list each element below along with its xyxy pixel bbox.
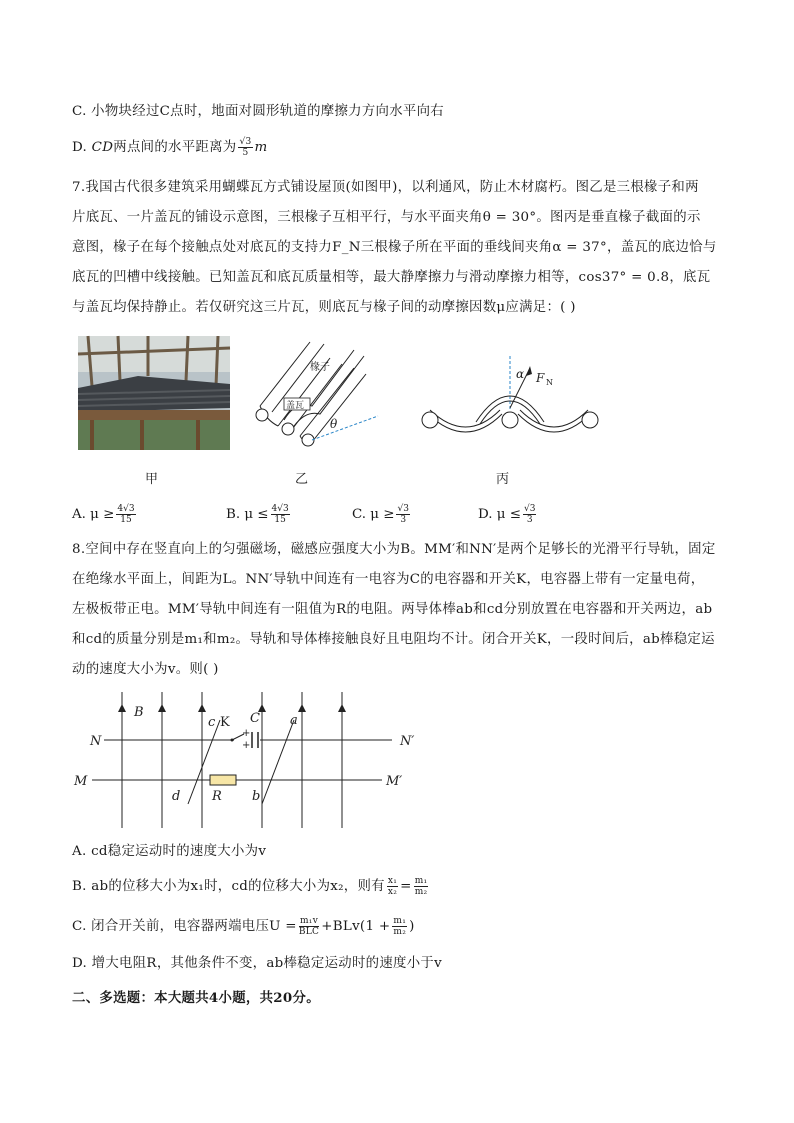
q6-option-d [72, 137, 722, 158]
q7-option-a: A. μ ≥ $\frac{4√3}{15}$ [72, 504, 135, 525]
label-n-prime: N′ [400, 734, 415, 749]
fraction: $\frac{4√3}{15}$ [117, 504, 135, 525]
q7-option-b: B. μ ≤ $\frac{4√3}{15}$ [226, 504, 289, 525]
q8-option-c: C. 闭合开关前，电容器两端电压U = $\frac{\text{m₁v}}{\text{BLC}}$ +BLv(1 + $\frac{\text{m₁}}{\text{m₂}}$ ) [72, 916, 415, 937]
label-m-prime: M′ [386, 774, 403, 789]
label-resistor-r: R [212, 789, 222, 804]
roof-photo [78, 336, 230, 450]
fraction: $\frac{\text{m₁v}}{\text{BLC}}$ [298, 916, 320, 937]
q7-line-2: 片底瓦、一片盖瓦的铺设示意图，三根椽子互相平行，与水平面夹角θ = 30°。图丙是垂直椽子截面的示 [72, 210, 701, 225]
theta-label: θ [330, 417, 338, 431]
q7-line-4: 底瓦的凹槽中线接触。已知盖瓦和底瓦质量相等，最大静摩擦力与滑动摩擦力相等，cos37° = 0.8，底瓦 [72, 270, 711, 285]
fraction: $\frac{√3}{3}$ [523, 504, 536, 525]
label-m: M [74, 774, 88, 789]
variable: CD [91, 140, 114, 155]
cross-section-diagram [418, 348, 600, 438]
label-switch-k: K [220, 715, 230, 730]
fn-label: F [536, 371, 545, 385]
alpha-label: α [516, 367, 525, 381]
q8-line-1: 8.空间中存在竖直向上的匀强磁场，磁感应强度大小为B。MM′和NN′是两个足够长的光滑平行导轨，固定 [72, 542, 716, 557]
plus-sign: + [242, 728, 251, 739]
fn-subscript: N [546, 378, 553, 387]
q7-option-d: D. μ ≤ $\frac{√3}{3}$ [478, 504, 536, 525]
label-c-end: c [208, 715, 216, 730]
fraction: $\frac{\text{m₁}}{\text{m₂}}$ [393, 916, 407, 937]
q7-line-5: 与盖瓦均保持静止。若仅研究这三片瓦，则底瓦与椽子间的动摩擦因数μ应满足：( ) [72, 300, 576, 315]
q8-option-d: D. 增大电阻R，其他条件不变，ab棒稳定运动时的速度小于v [72, 956, 442, 971]
fig-label-bing: 丙 [496, 472, 510, 487]
option-text: 两点间的水平距离为 [113, 140, 237, 155]
label-n: N [90, 734, 102, 749]
q8-line-5: 动的速度大小为v。则( ) [72, 662, 219, 677]
label-d-end: d [172, 789, 181, 804]
tile-rafter-diagram [250, 340, 390, 452]
fraction: $\frac{4√3}{15}$ [271, 504, 289, 525]
fraction: $\frac{\text{m₁}}{\text{m₂}}$ [414, 876, 428, 897]
q7-line-1: 7.我国古代很多建筑采用蝴蝶瓦方式铺设屋顶(如图甲)，以利通风，防止木材腐朽。图乙是三根椽子和两 [72, 180, 699, 195]
option-prefix: D. [72, 140, 92, 155]
q6-option-c: C. 小物块经过C点时，地面对圆形轨道的摩擦力方向水平向右 [72, 104, 444, 119]
q8-option-a: A. cd稳定运动时的速度大小为v [72, 844, 267, 859]
q7-option-c: C. μ ≥ $\frac{√3}{3}$ [352, 504, 409, 525]
fig-label-jia: 甲 [145, 472, 159, 487]
unit: m [254, 140, 268, 155]
fraction: $\frac{\text{x₁}}{\text{x₂}}$ [387, 876, 398, 897]
q8-option-b: B. ab的位移大小为x₁时，cd的位移大小为x₂，则有 $\frac{\text{x₁}}{\text{x₂}}$ = $\frac{\text{m₁}}{\text{m₂}}$ [72, 876, 428, 897]
q8-line-4: 和cd的质量分别是m₁和m₂。导轨和导体棒接触良好且电阻均不计。闭合开关K，一段时间后，ab棒稳定运 [72, 632, 715, 647]
label-a-end: a [290, 713, 298, 728]
fig-label-yi: 乙 [295, 472, 309, 487]
q8-line-3: 左极板带正电。MM′导轨中间连有一阻值为R的电阻。两导体棒ab和cd分别放置在电容器和开关两边，ab [72, 602, 713, 617]
label-b-field: B [134, 705, 144, 720]
rafter-label: 椽子 [310, 362, 330, 373]
section-heading: 二、多选题：本大题共4小题，共20分。 [72, 990, 320, 1006]
cover-tile-label: 盖瓦 [286, 401, 305, 411]
rail-circuit-diagram [72, 688, 415, 832]
plus-sign: + [242, 740, 251, 751]
q7-line-3: 意图，椽子在每个接触点处对底瓦的支持力F_N三根椽子所在平面的垂线间夹角α = 37°，盖瓦的底边恰与 [72, 240, 717, 255]
label-b-end: b [252, 789, 261, 804]
fraction: $\frac{√3}{3}$ [397, 504, 409, 525]
q8-line-2: 在绝缘水平面上，间距为L。NN′导轨中间连有一电容为C的电容器和开关K，电容器上带有一定量电荷， [72, 572, 705, 587]
fraction: $\frac{√3}{5}$ [239, 137, 252, 158]
label-capacitor-c: C [250, 711, 260, 726]
